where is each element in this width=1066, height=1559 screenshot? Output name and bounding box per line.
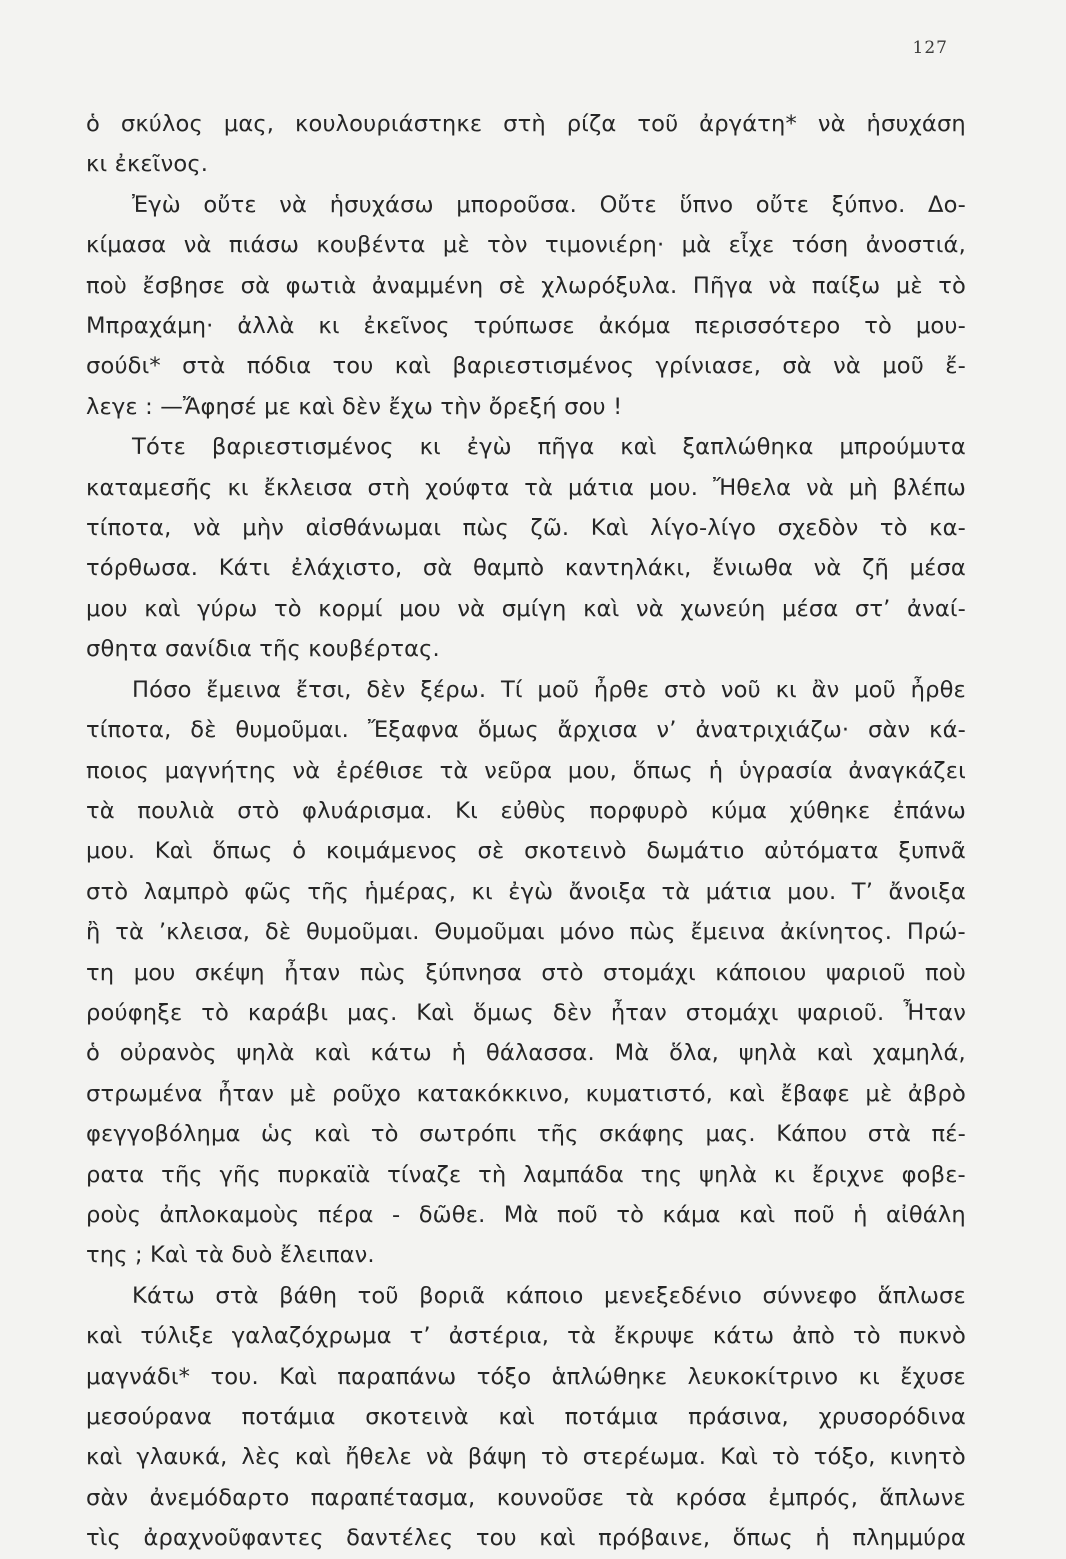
text-line: τὰ πουλιὰ στὸ φλυάρισμα. Κι εὐθὺς πορφυρὸ κύμα χύθηκε ἐπάνω [86, 797, 966, 824]
text-line: ὁ οὐρανὸς ψηλὰ καὶ κάτω ἡ θάλασσα. Μὰ ὅλα, ψηλὰ καὶ χαμηλά, [86, 1040, 966, 1067]
text-line: Ἐγὼ οὔτε νὰ ἡσυχάσω μποροῦσα. Οὔτε ὕπνο οὔτε ξύπνο. Δο- [132, 191, 966, 218]
text-line: καταμεσῆς κι ἔκλεισα στὴ χούφτα τὰ μάτια μου. Ἤθελα νὰ μὴ βλέπω [86, 474, 966, 501]
text-line: ποιος μαγνήτης νὰ ἐρέθισε τὰ νεῦρα μου, ὅπως ἡ ὑγρασία ἀναγκάζει [86, 757, 966, 784]
text-line: Τότε βαριεστισμένος κι ἐγὼ πῆγα καὶ ξαπλώθηκα μπρούμυτα [132, 434, 966, 461]
text-line: ἢ τὰ ’κλεισα, δὲ θυμοῦμαι. Θυμοῦμαι μόνο πὼς ἔμεινα ἀκίνητος. Πρώ- [86, 919, 966, 946]
text-line: κι ἐκεῖνος. [86, 151, 209, 178]
text-line: στρωμένα ἦταν μὲ ροῦχο κατακόκκινο, κυματιστό, καὶ ἔβαφε μὲ ἀβρὸ [86, 1080, 966, 1107]
text-line: της ; Καὶ τὰ δυὸ ἔλειπαν. [86, 1242, 375, 1269]
text-line: ποὺ ἔσβησε σὰ φωτιὰ ἀναμμένη σὲ χλωρόξυλα. Πῆγα νὰ παίξω μὲ τὸ [86, 272, 966, 299]
text-line: σούδι* στὰ πόδια του καὶ βαριεστισμένος γρίνιασε, σὰ νὰ μοῦ ἔ- [86, 353, 966, 380]
text-line: μου. Καὶ ὅπως ὁ κοιμάμενος σὲ σκοτεινὸ δωμάτιο αὐτόματα ξυπνᾶ [86, 838, 966, 865]
text-line: φεγγοβόλημα ὡς καὶ τὸ σωτρόπι τῆς σκάφης μας. Κάπου στὰ πέ- [86, 1121, 966, 1148]
text-line: σθητα σανίδια τῆς κουβέρτας. [86, 636, 440, 663]
text-line: σὰν ἀνεμόδαρτο παραπέτασμα, κουνοῦσε τὰ κρόσα ἐμπρός, ἅπλωνε [86, 1484, 966, 1511]
text-line: ὁ σκύλος μας, κουλουριάστηκε στὴ ρίζα τοῦ ἀργάτη* νὰ ἡσυχάση [86, 111, 966, 137]
text-line: τόρθωσα. Κάτι ἐλάχιστο, σὰ θαμπὸ καντηλάκι, ἔνιωθα νὰ ζῆ μέσα [86, 555, 966, 582]
text-line: κίμασα νὰ πιάσω κουβέντα μὲ τὸν τιμονιέρη· μὰ εἶχε τόση ἀνοστιά, [86, 232, 966, 259]
text-line: ροὺς ἀπλοκαμοὺς πέρα - δῶθε. Μὰ ποῦ τὸ κάμα καὶ ποῦ ἡ αἰθάλη [86, 1201, 966, 1228]
text-line: μου καὶ γύρω τὸ κορμί μου νὰ σμίγη καὶ νὰ χωνεύη μέσα στ’ ἀναί- [86, 595, 966, 622]
text-line: τίποτα, δὲ θυμοῦμαι. Ἔξαφνα ὅμως ἄρχισα ν’ ἀνατριχιάζω· σὰν κά- [86, 717, 966, 744]
text-line: μεσούρανα ποτάμια σκοτεινὰ καὶ ποτάμια πράσινα, χρυσορόδινα [86, 1404, 966, 1430]
text-line: τίποτα, νὰ μὴν αἰσθάνωμαι πὼς ζῶ. Καὶ λίγο-λίγο σχεδὸν τὸ κα- [86, 515, 966, 542]
text-line: λεγε : —Ἄφησέ με καὶ δὲν ἔχω τὴν ὄρεξή σου ! [86, 393, 623, 420]
text-line: στὸ λαμπρὸ φῶς τῆς ἡμέρας, κι ἐγὼ ἄνοιξα τὰ μάτια μου. Τ’ ἄνοιξα [86, 878, 966, 905]
text-line: ρατα τῆς γῆς πυρκαϊὰ τίναζε τὴ λαμπάδα της ψηλὰ κι ἔριχνε φοβε- [86, 1161, 966, 1188]
text-line: μαγνάδι* του. Καὶ παραπάνω τόξο ἁπλώθηκε λευκοκίτρινο κι ἔχυσε [86, 1363, 966, 1390]
text-line: Μπραχάμη· ἀλλὰ κι ἐκεῖνος τρύπωσε ἀκόμα περισσότερο τὸ μου- [86, 313, 966, 340]
text-line: καὶ τύλιξε γαλαζόχρωμα τ’ ἀστέρια, τὰ ἔκρυψε κάτω ἀπὸ τὸ πυκνὸ [86, 1323, 966, 1350]
body-text [86, 104, 966, 1559]
page-number: 127 [912, 38, 948, 58]
text-line: Πόσο ἔμεινα ἔτσι, δὲν ξέρω. Τί μοῦ ἦρθε στὸ νοῦ κι ἂν μοῦ ἦρθε [132, 676, 966, 703]
text-line: τη μου σκέψη ἦταν πὼς ξύπνησα στὸ στομάχι κάποιου ψαριοῦ ποὺ [86, 959, 966, 986]
text-line: τὶς ἀραχνοῦφαντες δαντέλες του καὶ πρόβαινε, ὅπως ἡ πλημμύρα [86, 1525, 966, 1552]
text-line: ρούφηξε τὸ καράβι μας. Καὶ ὅμως δὲν ἦταν στομάχι ψαριοῦ. Ἦταν [86, 999, 966, 1026]
text-line: καὶ γλαυκά, λὲς καὶ ἤθελε νὰ βάψη τὸ στερέωμα. Καὶ τὸ τόξο, κινητὸ [86, 1444, 966, 1471]
text-line: Κάτω στὰ βάθη τοῦ βοριᾶ κάποιο μενεξεδένιο σύννεφο ἅπλωσε [132, 1282, 966, 1309]
